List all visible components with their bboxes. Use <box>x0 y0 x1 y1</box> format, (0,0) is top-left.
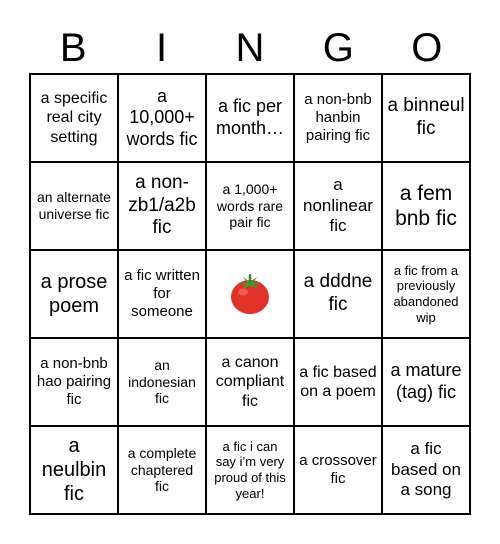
bingo-cell[interactable]: a non-zb1/a2b fic <box>118 162 206 250</box>
bingo-cell[interactable]: an alternate universe fic <box>30 162 118 250</box>
bingo-cell[interactable]: a fic written for someone <box>118 250 206 338</box>
bingo-cell[interactable]: a dddne fic <box>294 250 382 338</box>
free-space-cell[interactable] <box>206 250 294 338</box>
bingo-cell[interactable]: a 1,000+ words rare pair fic <box>206 162 294 250</box>
bingo-cell[interactable]: a fem bnb fic <box>382 162 470 250</box>
header-letter-g: G <box>322 26 354 70</box>
bingo-cell[interactable]: a 10,000+ words fic <box>118 74 206 162</box>
bingo-cell[interactable]: a fic i can say i’m very proud of this year! <box>206 426 294 514</box>
bingo-cell[interactable]: a prose poem <box>30 250 118 338</box>
bingo-cell[interactable]: a fic from a previously abandoned wip <box>382 250 470 338</box>
bingo-cell[interactable]: a binneul fic <box>382 74 470 162</box>
header-letter-o: O <box>411 26 443 70</box>
bingo-cell[interactable]: a mature (tag) fic <box>382 338 470 426</box>
bingo-cell[interactable]: a fic based on a song <box>382 426 470 514</box>
bingo-cell[interactable]: a complete chaptered fic <box>118 426 206 514</box>
tomato-icon <box>226 270 274 318</box>
bingo-cell[interactable]: a non-bnb hanbin pairing fic <box>294 74 382 162</box>
bingo-cell[interactable]: a canon compliant fic <box>206 338 294 426</box>
bingo-cell[interactable]: a fic per month… <box>206 74 294 162</box>
bingo-cell[interactable]: an indonesian fic <box>118 338 206 426</box>
header-letter-i: I <box>156 26 168 70</box>
bingo-header <box>29 23 471 73</box>
bingo-cell[interactable]: a specific real city setting <box>30 74 118 162</box>
bingo-cell[interactable]: a fic based on a poem <box>294 338 382 426</box>
bingo-cell[interactable]: a non-bnb hao pairing fic <box>30 338 118 426</box>
header-letter-b: B <box>59 26 87 70</box>
header-letter-n: N <box>235 26 265 70</box>
bingo-board <box>29 73 471 515</box>
bingo-cell[interactable]: a nonlinear fic <box>294 162 382 250</box>
bingo-cell[interactable]: a crossover fic <box>294 426 382 514</box>
bingo-cell[interactable]: a neulbin fic <box>30 426 118 514</box>
